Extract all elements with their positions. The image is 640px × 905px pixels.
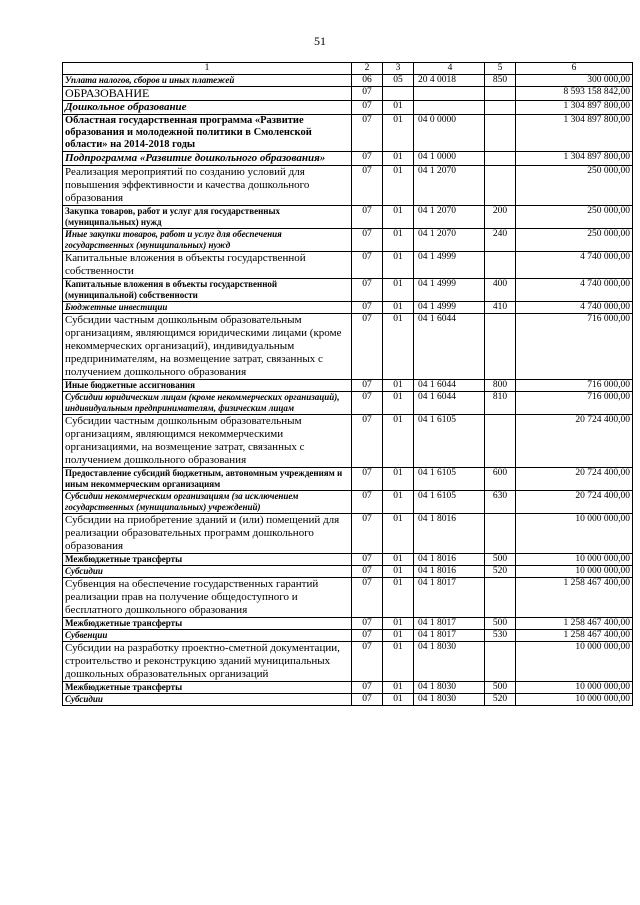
page-number: 51 <box>314 34 326 48</box>
row-expense-type: 500 <box>485 554 516 566</box>
row-expense-type <box>485 166 516 206</box>
row-section-code: 07 <box>352 380 383 392</box>
row-description: Подпрограмма «Развитие дошкольного образования» <box>63 152 352 166</box>
row-expense-type: 600 <box>485 468 516 491</box>
table-row <box>63 566 633 578</box>
table-row <box>63 514 633 554</box>
row-description: Межбюджетные трансферты <box>63 682 352 694</box>
row-section-code: 07 <box>352 415 383 468</box>
row-expense-type <box>485 252 516 279</box>
row-target-article: 04 1 4999 <box>414 252 485 279</box>
row-section-code: 07 <box>352 514 383 554</box>
budget-table-body <box>63 63 633 706</box>
row-target-article: 04 1 4999 <box>414 279 485 302</box>
row-amount: 250 000,00 <box>516 229 633 252</box>
header-col-4: 4 <box>414 63 485 75</box>
row-subsection-code: 01 <box>383 152 414 166</box>
row-section-code: 07 <box>352 468 383 491</box>
row-description: Иные закупки товаров, работ и услуг для обеспечения государственных (муниципальных) нужд <box>63 229 352 252</box>
table-row <box>63 694 633 706</box>
row-expense-type <box>485 101 516 115</box>
row-description: Реализация мероприятий по созданию условий для повышения эффективности и качества дошкольного образования <box>63 166 352 206</box>
row-amount: 8 593 158 842,00 <box>516 87 633 101</box>
row-section-code: 07 <box>352 578 383 618</box>
row-subsection-code: 01 <box>383 630 414 642</box>
row-description: Субвенции <box>63 630 352 642</box>
row-section-code: 07 <box>352 206 383 229</box>
row-target-article: 04 1 8017 <box>414 578 485 618</box>
row-amount: 716 000,00 <box>516 392 633 415</box>
row-amount: 20 724 400,00 <box>516 468 633 491</box>
table-row <box>63 392 633 415</box>
row-subsection-code: 05 <box>383 75 414 87</box>
row-amount: 10 000 000,00 <box>516 554 633 566</box>
row-subsection-code: 01 <box>383 566 414 578</box>
row-amount: 1 258 467 400,00 <box>516 578 633 618</box>
row-section-code: 06 <box>352 75 383 87</box>
row-target-article: 04 1 6105 <box>414 468 485 491</box>
row-amount: 20 724 400,00 <box>516 415 633 468</box>
header-col-5: 5 <box>485 63 516 75</box>
row-section-code: 07 <box>352 314 383 380</box>
row-subsection-code: 01 <box>383 115 414 152</box>
row-expense-type <box>485 115 516 152</box>
row-expense-type: 410 <box>485 302 516 314</box>
row-target-article: 04 1 8016 <box>414 554 485 566</box>
row-expense-type <box>485 415 516 468</box>
row-amount: 4 740 000,00 <box>516 279 633 302</box>
row-description: Субсидии некоммерческим организациям (за исключением государственных (муниципальных) учреждений) <box>63 491 352 514</box>
row-expense-type: 240 <box>485 229 516 252</box>
row-section-code: 07 <box>352 392 383 415</box>
header-col-2: 2 <box>352 63 383 75</box>
row-target-article: 04 1 4999 <box>414 302 485 314</box>
row-expense-type: 800 <box>485 380 516 392</box>
row-target-article: 04 1 8030 <box>414 682 485 694</box>
row-amount: 1 304 897 800,00 <box>516 101 633 115</box>
row-subsection-code: 01 <box>383 694 414 706</box>
table-row <box>63 152 633 166</box>
row-description: Межбюджетные трансферты <box>63 618 352 630</box>
row-amount: 250 000,00 <box>516 206 633 229</box>
table-row <box>63 554 633 566</box>
row-section-code: 07 <box>352 642 383 682</box>
row-expense-type <box>485 87 516 101</box>
row-target-article: 04 1 2070 <box>414 206 485 229</box>
row-expense-type: 500 <box>485 682 516 694</box>
row-section-code: 07 <box>352 302 383 314</box>
table-row <box>63 166 633 206</box>
row-section-code: 07 <box>352 554 383 566</box>
table-row <box>63 468 633 491</box>
row-section-code: 07 <box>352 87 383 101</box>
row-target-article: 04 1 8017 <box>414 630 485 642</box>
row-subsection-code: 01 <box>383 302 414 314</box>
row-description: Субвенция на обеспечение государственных гарантий реализации прав на получение общедоступного и бесплатного дошкольного образования <box>63 578 352 618</box>
row-target-article: 04 1 6105 <box>414 491 485 514</box>
row-amount: 10 000 000,00 <box>516 682 633 694</box>
row-subsection-code: 01 <box>383 166 414 206</box>
row-description: Субсидии частным дошкольным образовательным организациям, являющимся некоммерческими организациями, на возмещение затрат, связанных с получением дошкольного образования <box>63 415 352 468</box>
row-amount: 10 000 000,00 <box>516 514 633 554</box>
row-description: Иные бюджетные ассигнования <box>63 380 352 392</box>
table-row <box>63 279 633 302</box>
row-target-article: 04 1 0000 <box>414 152 485 166</box>
row-section-code: 07 <box>352 694 383 706</box>
row-amount: 20 724 400,00 <box>516 491 633 514</box>
row-target-article: 04 1 8030 <box>414 642 485 682</box>
row-section-code: 07 <box>352 279 383 302</box>
row-subsection-code: 01 <box>383 252 414 279</box>
row-amount: 1 258 467 400,00 <box>516 630 633 642</box>
row-description: Субсидии на разработку проектно-сметной документации, строительство и реконструкцию зданий муниципальных дошкольных образовательных организаций <box>63 642 352 682</box>
row-expense-type: 810 <box>485 392 516 415</box>
row-expense-type <box>485 642 516 682</box>
table-row <box>63 115 633 152</box>
row-description: Межбюджетные трансферты <box>63 554 352 566</box>
row-section-code: 07 <box>352 101 383 115</box>
row-expense-type: 530 <box>485 630 516 642</box>
table-row <box>63 618 633 630</box>
table-row <box>63 630 633 642</box>
row-subsection-code: 01 <box>383 618 414 630</box>
row-amount: 4 740 000,00 <box>516 302 633 314</box>
row-section-code: 07 <box>352 152 383 166</box>
table-row <box>63 206 633 229</box>
row-section-code: 07 <box>352 491 383 514</box>
row-target-article: 04 1 6044 <box>414 392 485 415</box>
row-description: Дошкольное образование <box>63 101 352 115</box>
row-expense-type <box>485 314 516 380</box>
row-subsection-code: 01 <box>383 380 414 392</box>
row-description: Субсидии на приобретение зданий и (или) помещений для реализации образовательных программ дошкольного образования <box>63 514 352 554</box>
row-subsection-code: 01 <box>383 415 414 468</box>
row-description: Субсидии частным дошкольным образовательным организациям, являющимся юридическими лицами (кроме некоммерческих организаций), индивидуальным предпринимателям, на возмещение затрат, связанных с получением дошкольного образования <box>63 314 352 380</box>
row-target-article: 04 0 0000 <box>414 115 485 152</box>
row-target-article: 04 1 2070 <box>414 229 485 252</box>
row-target-article: 04 1 8016 <box>414 514 485 554</box>
row-description: Областная государственная программа «Развитие образования и молодежной политики в Смоленской области» на 2014-2018 годы <box>63 115 352 152</box>
row-amount: 716 000,00 <box>516 314 633 380</box>
row-subsection-code: 01 <box>383 554 414 566</box>
row-section-code: 07 <box>352 682 383 694</box>
row-amount: 4 740 000,00 <box>516 252 633 279</box>
table-row <box>63 578 633 618</box>
row-description: Капитальные вложения в объекты государственной собственности <box>63 252 352 279</box>
table-row <box>63 314 633 380</box>
row-amount: 300 000,00 <box>516 75 633 87</box>
table-row <box>63 380 633 392</box>
row-subsection-code: 01 <box>383 279 414 302</box>
row-subsection-code: 01 <box>383 682 414 694</box>
row-expense-type <box>485 578 516 618</box>
row-subsection-code: 01 <box>383 229 414 252</box>
row-amount: 716 000,00 <box>516 380 633 392</box>
row-subsection-code: 01 <box>383 392 414 415</box>
row-section-code: 07 <box>352 630 383 642</box>
header-col-3: 3 <box>383 63 414 75</box>
row-subsection-code <box>383 87 414 101</box>
row-amount: 10 000 000,00 <box>516 566 633 578</box>
row-description: ОБРАЗОВАНИЕ <box>63 87 352 101</box>
row-amount: 1 304 897 800,00 <box>516 152 633 166</box>
row-target-article: 04 1 6044 <box>414 314 485 380</box>
row-subsection-code: 01 <box>383 314 414 380</box>
row-expense-type: 400 <box>485 279 516 302</box>
row-expense-type <box>485 514 516 554</box>
row-target-article <box>414 101 485 115</box>
table-row <box>63 491 633 514</box>
table-row <box>63 87 633 101</box>
table-row <box>63 415 633 468</box>
row-amount: 1 258 467 400,00 <box>516 618 633 630</box>
row-target-article <box>414 87 485 101</box>
table-row <box>63 682 633 694</box>
row-subsection-code: 01 <box>383 206 414 229</box>
row-amount: 1 304 897 800,00 <box>516 115 633 152</box>
row-amount: 10 000 000,00 <box>516 642 633 682</box>
row-expense-type: 500 <box>485 618 516 630</box>
budget-table <box>62 62 633 706</box>
row-target-article: 20 4 0018 <box>414 75 485 87</box>
header-col-1: 1 <box>63 63 352 75</box>
row-amount: 10 000 000,00 <box>516 694 633 706</box>
row-subsection-code: 01 <box>383 101 414 115</box>
row-amount: 250 000,00 <box>516 166 633 206</box>
header-col-6: 6 <box>516 63 633 75</box>
row-description: Закупка товаров, работ и услуг для государственных (муниципальных) нужд <box>63 206 352 229</box>
row-subsection-code: 01 <box>383 642 414 682</box>
row-subsection-code: 01 <box>383 491 414 514</box>
row-expense-type: 520 <box>485 566 516 578</box>
row-subsection-code: 01 <box>383 468 414 491</box>
row-target-article: 04 1 6105 <box>414 415 485 468</box>
row-description: Субсидии <box>63 694 352 706</box>
table-header-row <box>63 63 633 75</box>
row-section-code: 07 <box>352 566 383 578</box>
row-expense-type <box>485 152 516 166</box>
row-target-article: 04 1 8017 <box>414 618 485 630</box>
row-subsection-code: 01 <box>383 578 414 618</box>
table-row <box>63 229 633 252</box>
row-expense-type: 520 <box>485 694 516 706</box>
row-section-code: 07 <box>352 252 383 279</box>
row-expense-type: 850 <box>485 75 516 87</box>
row-target-article: 04 1 6044 <box>414 380 485 392</box>
row-subsection-code: 01 <box>383 514 414 554</box>
row-target-article: 04 1 2070 <box>414 166 485 206</box>
row-expense-type: 200 <box>485 206 516 229</box>
row-target-article: 04 1 8030 <box>414 694 485 706</box>
row-description: Субсидии <box>63 566 352 578</box>
row-description: Предоставление субсидий бюджетным, автономным учреждениям и иным некоммерческим организациям <box>63 468 352 491</box>
row-section-code: 07 <box>352 618 383 630</box>
row-target-article: 04 1 8016 <box>414 566 485 578</box>
row-section-code: 07 <box>352 229 383 252</box>
row-description: Бюджетные инвестиции <box>63 302 352 314</box>
row-description: Уплата налогов, сборов и иных платежей <box>63 75 352 87</box>
row-description: Капитальные вложения в объекты государственной (муниципальной) собственности <box>63 279 352 302</box>
table-row <box>63 75 633 87</box>
row-expense-type: 630 <box>485 491 516 514</box>
row-section-code: 07 <box>352 166 383 206</box>
row-description: Субсидии юридическим лицам (кроме некоммерческих организаций), индивидуальным предпринимателям, физическим лицам <box>63 392 352 415</box>
table-row <box>63 302 633 314</box>
table-row <box>63 101 633 115</box>
table-row <box>63 252 633 279</box>
table-row <box>63 642 633 682</box>
row-section-code: 07 <box>352 115 383 152</box>
